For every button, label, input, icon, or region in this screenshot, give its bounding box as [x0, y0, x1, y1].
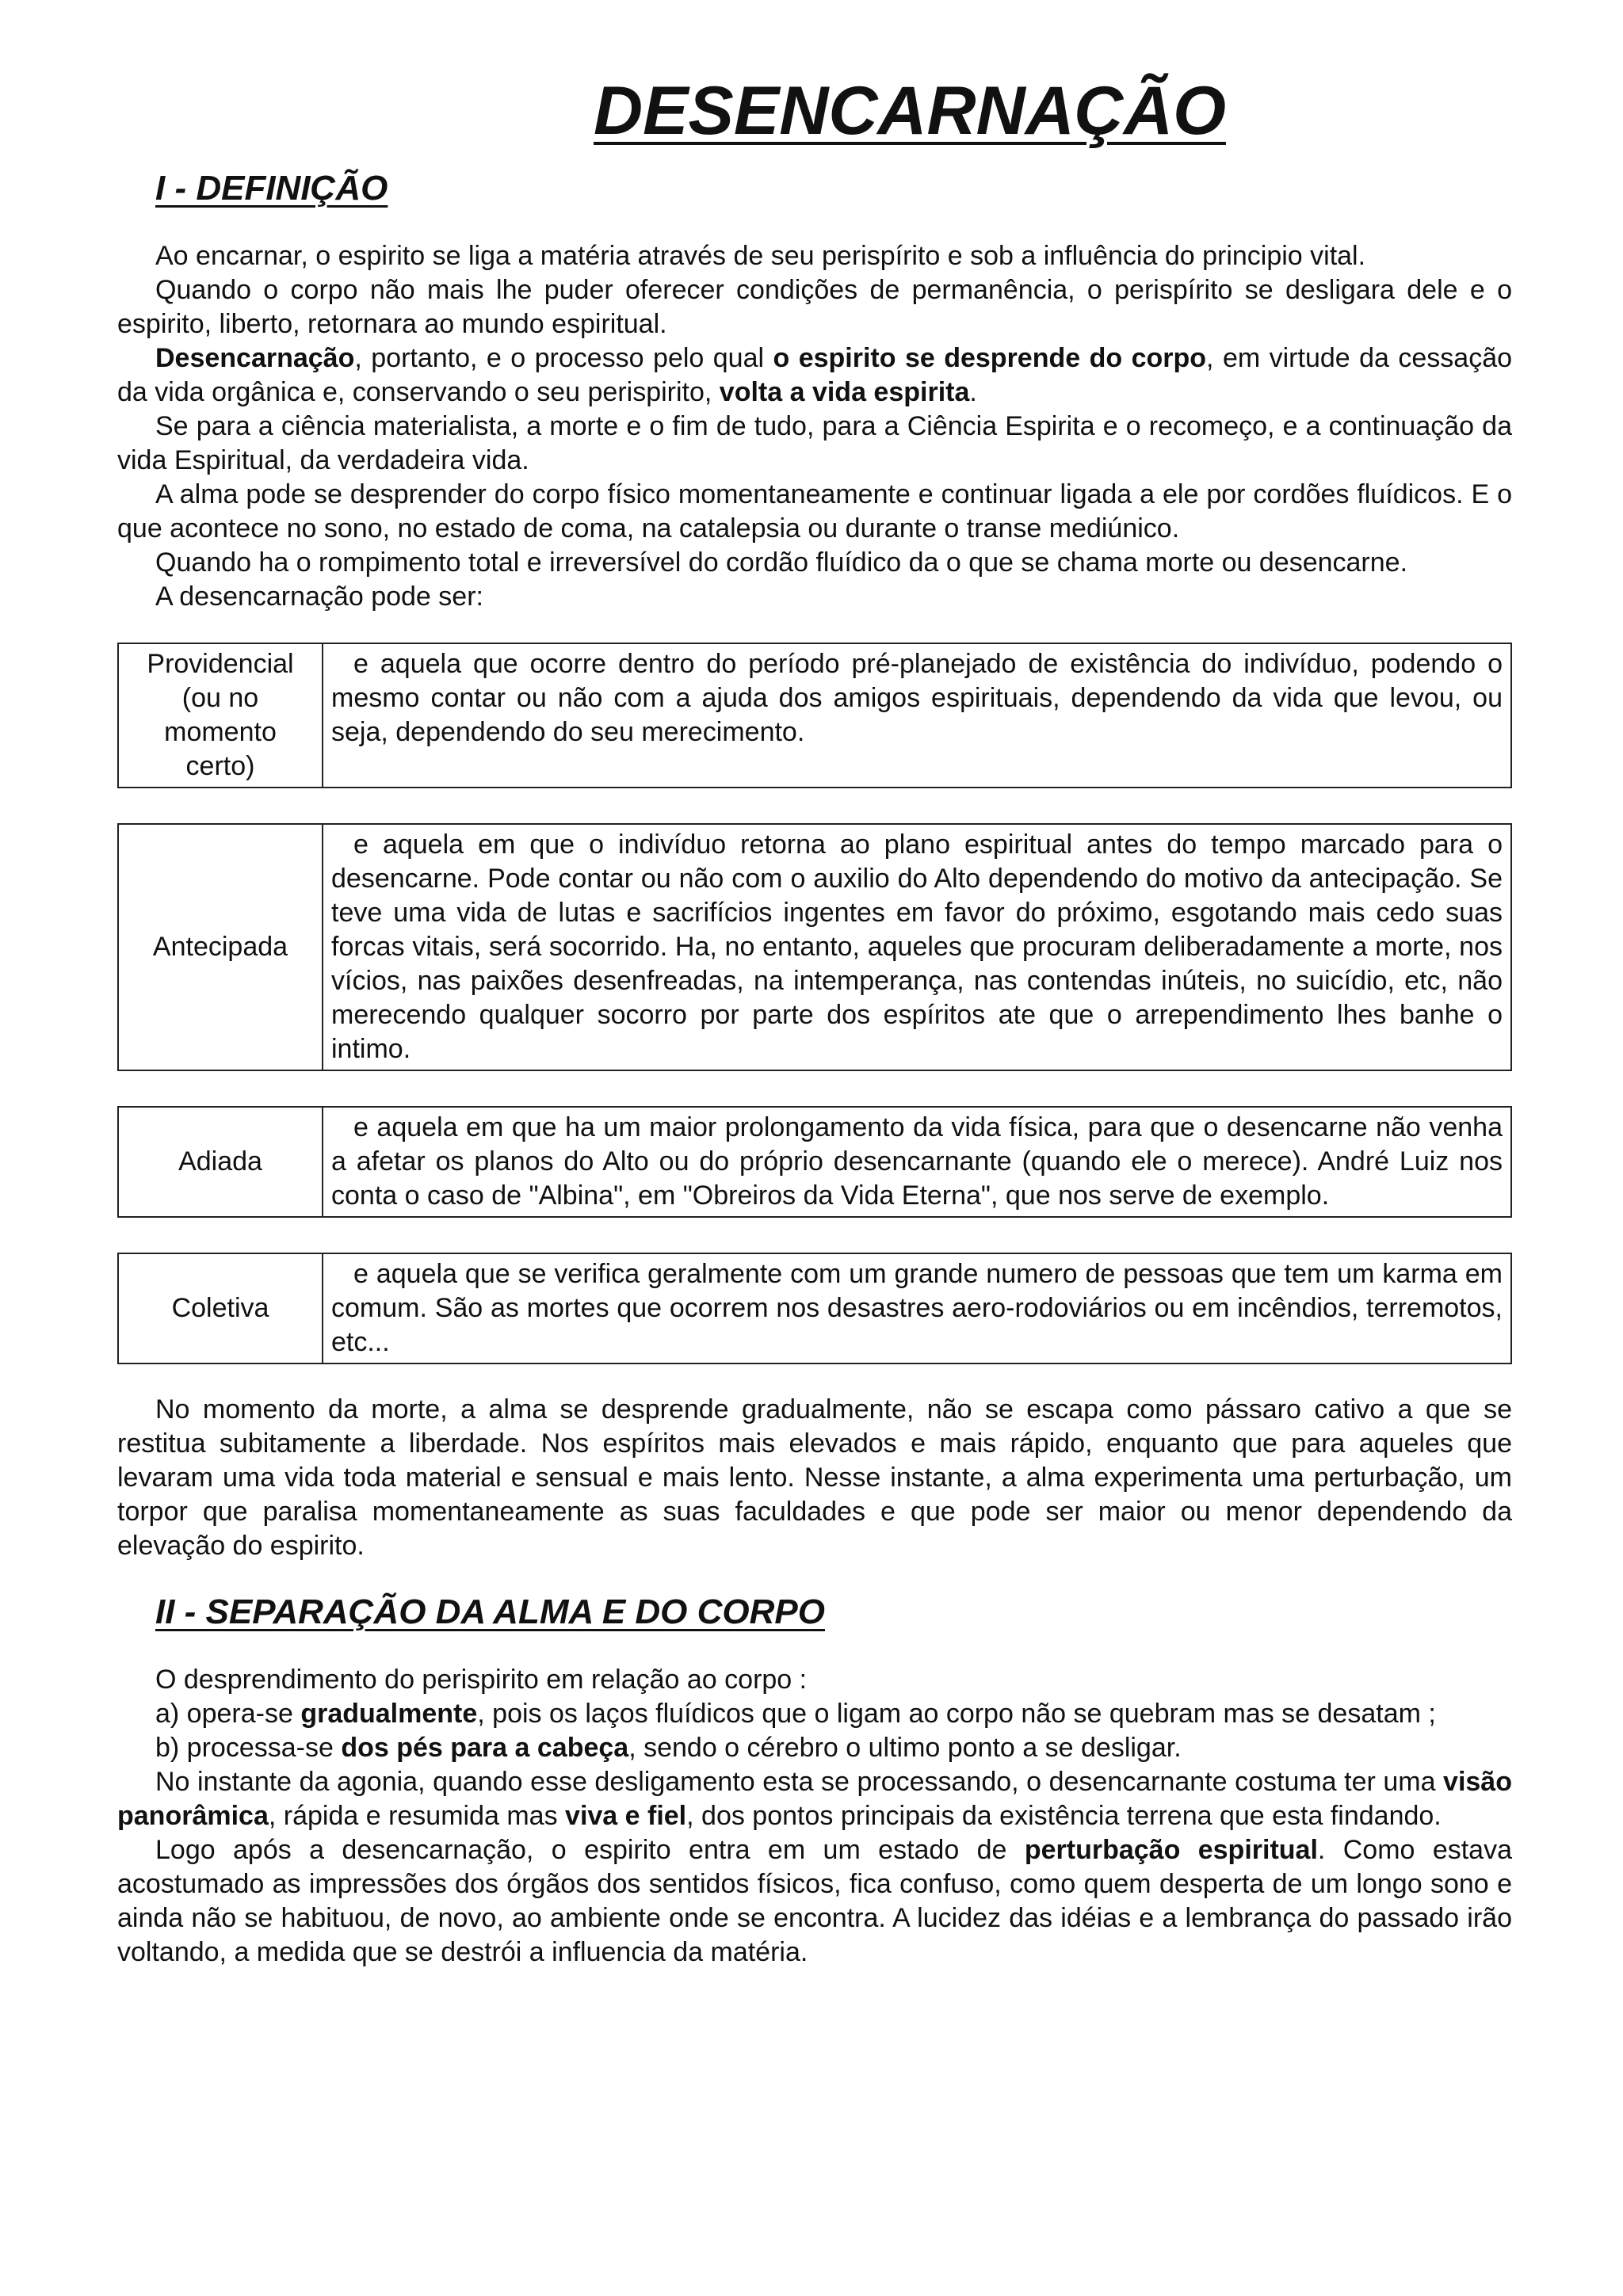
text-run: . Como estava acostumado as impressões dos órgãos dos sentidos físicos, fica confuso, como quem desperta de um longo sono e ainda não se habituou, de novo, ao ambiente onde se encontra. A lucidez das idéias e a lembrança do passado irão voltando, a medida que se destrói a influencia da matéria.	[117, 1835, 1512, 1967]
bold-term: perturbação espiritual	[1024, 1835, 1318, 1865]
bold-term: dos pés para a cabeça	[341, 1733, 629, 1763]
text-run: No instante da agonia, quando esse desligamento esta se processando, o desencarnante costuma ter uma	[155, 1767, 1444, 1797]
type-description: e aquela que ocorre dentro do período pré-planejado de existência do indivíduo, podendo o mesmo contar ou não com a ajuda dos amigos espirituais, dependendo da vida que levou, ou seja, dependendo do seu merecimento.	[323, 643, 1511, 788]
type-name: Adiada	[118, 1107, 323, 1217]
text-run: , pois os laços fluídicos que o ligam ao corpo não se quebram mas se desatam ;	[477, 1699, 1436, 1729]
paragraph: Se para a ciência materialista, a morte e o fim de tudo, para a Ciência Espirita e o recomeço, e a continuação da vida Espiritual, da verdadeira vida.	[117, 411, 1512, 475]
type-table-antecipada	[117, 823, 1512, 1071]
text-run: Logo após a desencarnação, o espirito entra em um estado de	[155, 1835, 1025, 1865]
table-row	[118, 1253, 1511, 1363]
paragraph: No momento da morte, a alma se desprende gradualmente, não se escapa como pássaro cativo a que se restitua subitamente a liberdade. Nos espíritos mais elevados e mais rápido, enquanto que para aqueles que levaram uma vida toda material e sensual e mais lento. Nesse instante, a alma experimenta uma perturbação, um torpor que paralisa momentaneamente as suas faculdades e que pode ser maior ou menor dependendo da elevação do espirito.	[117, 1394, 1512, 1561]
type-table-providencial	[117, 643, 1512, 788]
paragraph	[117, 1833, 1512, 1970]
section-heading-definicao: I - DEFINIÇÃO	[155, 169, 388, 208]
paragraph	[117, 1765, 1512, 1833]
paragraph: Quando o corpo não mais lhe puder oferecer condições de permanência, o perispírito se desligara dele e o espirito, liberto, retornara ao mundo espiritual.	[117, 275, 1512, 339]
bold-term: Desencarnação	[155, 343, 355, 373]
text-run: , em virtude da cessação da vida orgânica e, conservando o seu perispirito,	[117, 343, 1513, 407]
paragraph: O desprendimento do perispirito em relação ao corpo :	[155, 1665, 808, 1695]
bold-term: viva e fiel	[565, 1801, 687, 1831]
type-name: Providencial (ou no momento certo)	[118, 643, 323, 788]
bold-term: visão panorâmica	[117, 1767, 1512, 1831]
type-description: e aquela em que o indivíduo retorna ao plano espiritual antes do tempo marcado para o desencarne. Pode contar ou não com o auxilio do Alto dependendo do motivo da antecipação. Se teve uma vida de lutas e sacrifícios ingentes em favor do próximo, esgotando mais cedo suas forcas vitais, será socorrido. Ha, no entanto, aqueles que procuram deliberadamente a morte, nos vícios, nas paixões desenfreadas, na intemperança, nas contendas inúteis, no suicídio, etc, não merecendo qualquer socorro por parte dos espíritos ate que o arrependimento lhes banhe o intimo.	[323, 824, 1511, 1070]
text-run: , portanto, e o processo pelo qual	[354, 343, 773, 373]
text-run: b) processa-se	[155, 1733, 342, 1763]
list-item	[117, 1697, 1512, 1731]
paragraph: A alma pode se desprender do corpo físico momentaneamente e continuar ligada a ele por cordões fluídicos. E o que acontece no sono, no estado de coma, na catalepsia ou durante o transe mediúnico.	[117, 479, 1512, 543]
text-run: a) opera-se	[155, 1699, 301, 1729]
bold-term: o espirito se desprende do corpo	[773, 343, 1207, 373]
table-row	[118, 824, 1511, 1070]
paragraph	[117, 341, 1512, 410]
document-page	[117, 71, 1512, 1970]
page-title: DESENCARNAÇÃO	[594, 73, 1226, 149]
table-row	[118, 643, 1511, 788]
text-run: , dos pontos principais da existência terrena que esta findando.	[686, 1801, 1442, 1831]
paragraph: Ao encarnar, o espirito se liga a matéria através de seu perispírito e sob a influência do principio vital.	[155, 241, 1366, 271]
text-run: , rápida e resumida mas	[268, 1801, 566, 1831]
type-table-coletiva	[117, 1253, 1512, 1364]
type-name: Coletiva	[118, 1253, 323, 1363]
type-description: e aquela em que ha um maior prolongamento da vida física, para que o desencarne não venha a afetar os planos do Alto ou do próprio desencarnante (quando ele o merece). André Luiz nos conta o caso de "Albina", em "Obreiros da Vida Eterna", que nos serve de exemplo.	[323, 1107, 1511, 1217]
types-list	[117, 643, 1512, 1364]
paragraph: Quando ha o rompimento total e irreversível do cordão fluídico da o que se chama morte ou desencarne.	[155, 547, 1408, 578]
paragraph: A desencarnação pode ser:	[155, 582, 483, 612]
section-heading-separacao: II - SEPARAÇÃO DA ALMA E DO CORPO	[155, 1592, 825, 1631]
type-name: Antecipada	[118, 824, 323, 1070]
bold-term: gradualmente	[300, 1699, 478, 1729]
type-description: e aquela que se verifica geralmente com um grande numero de pessoas que tem um karma em comum. São as mortes que ocorrem nos desastres aero-rodoviários ou em incêndios, terremotos, etc...	[323, 1253, 1511, 1363]
table-row	[118, 1107, 1511, 1217]
bold-term: volta a vida espirita	[719, 377, 970, 407]
text-run: , sendo o cérebro o ultimo ponto a se desligar.	[628, 1733, 1182, 1763]
list-item	[117, 1731, 1512, 1765]
text-run: .	[969, 377, 977, 407]
type-table-adiada	[117, 1106, 1512, 1218]
